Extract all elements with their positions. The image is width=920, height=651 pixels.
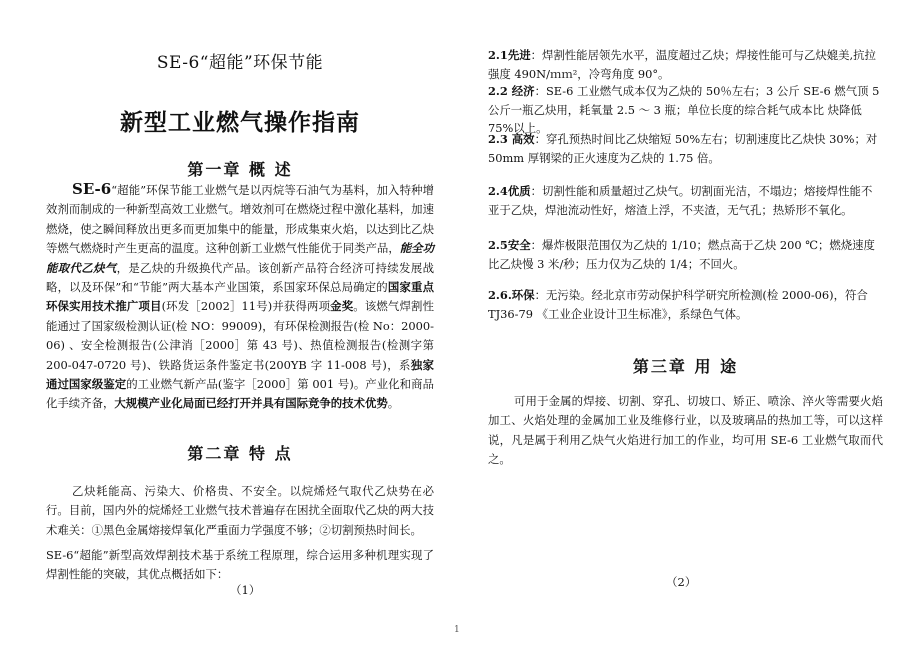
chapter-2-heading: 第二章 特 点 <box>187 444 293 463</box>
right-page <box>488 0 883 600</box>
ch1-bold-e: 大规模产业化局面已经打开并具有国际竞争的技术优势 <box>114 396 388 411</box>
left-page <box>46 0 434 600</box>
ch1-bold-d: 独家通过国家级鉴定 <box>46 357 434 392</box>
ch1-text-d: 。该燃气焊割性能通过了国家级检测认证(检 NO：99009)，有环保检测报告(检 No：2000-06) 、安全检测报告(公津消［2000］第 43 号)、热值检测报告(检测字第 200-047-0720 号)、铁路货运条件鉴定书(200YB 字 11-008 号)，系 <box>46 299 434 372</box>
feature-item <box>488 286 883 323</box>
feature-item-label: 2.6.环保 <box>488 288 535 302</box>
feature-item-label: 2.3 高效 <box>488 132 535 146</box>
feature-item-text: ：切割性能和质量超过乙炔气。切割面光洁，不塌边；熔接焊性能不亚于乙炔，焊池流动性好，熔渣上浮，不夹渣，无气孔；热矫形不氧化。 <box>488 184 873 217</box>
document-subtitle: SE-6“超能”环保节能 <box>156 53 324 73</box>
chapter-1-heading: 第一章 概 述 <box>187 160 293 179</box>
ch1-bold-b: 国家重点环保实用技术推广项目 <box>46 280 434 314</box>
feature-item-label: 2.2 经济 <box>488 84 535 98</box>
ch1-text-b: ，是乙炔的升级换代产品。该创新产品符合经济可持续发展战略，以及环保”和“节能”两大基本产业国策，系国家环保总局确定的 <box>46 260 434 295</box>
feature-item-label: 2.4优质 <box>488 184 531 198</box>
feature-item <box>488 130 883 167</box>
ch1-text-a: “超能”环保节能工业燃气是以丙烷等石油气为基料，加入特种增效剂而制成的一种新型高效工业燃气。增效剂可在燃烧过程中激化基料，加速燃烧，使之瞬间释放出更多而更加集中的能量，形成集束火焰，以达到比乙炔等燃气燃烧时产生更高的温度。这种创新工业燃气性能优于同类产品， <box>46 183 434 256</box>
se6-lead: SE-6 <box>72 180 112 198</box>
feature-item <box>488 182 883 219</box>
ch1-bold-c: 金奖 <box>330 299 354 314</box>
ch1-text-c: (环发［2002］11号)并获得两项 <box>161 299 331 314</box>
feature-item-text: ：爆炸极限范围仅为乙炔的 1/10；燃点高于乙炔 200 ℃；燃烧速度比乙炔慢 3 米/秒；压力仅为乙炔的 1/4；不回火。 <box>488 238 875 271</box>
document-title: 新型工业燃气操作指南 <box>120 109 360 136</box>
feature-item-text: ：SE-6 工业燃气成本仅为乙炔的 50％左右；3 公斤 SE-6 燃气顶 5 公斤一瓶乙炔用，耗氧量 2.5 ～ 3 瓶；单位长度的综合耗气成本比 炔降低 75%以上。 <box>488 84 880 135</box>
feature-item-text: ：无污染。经北京市劳动保护科学研究所检测(检 2000-06)，符合 TJ36-79 《工业企业设计卫生标准》，系绿色气体。 <box>488 288 868 321</box>
feature-item-text: ：焊割性能居领先水平，温度超过乙炔；焊接性能可与乙炔媲美,抗拉强度 490N/ｍｍ²，冷弯角度 90°。 <box>488 48 876 81</box>
footer-page-number: 1 <box>454 625 460 635</box>
feature-item <box>488 236 883 273</box>
feature-item-text: ：穿孔预热时间比乙炔缩短 50%左右；切割速度比乙炔快 30%；对 50mm 厚钢梁的正火速度为乙炔的 1.75 倍。 <box>488 132 878 165</box>
feature-item-label: 2.1先进 <box>488 48 531 62</box>
page-number-right: （2） <box>666 575 697 589</box>
ch1-bold-a: 能全功能取代乙炔气 <box>46 241 434 275</box>
ch1-text-e: 的工业燃气新产品(鉴字［2000］第 001 号)。产业化和商品化手续齐备， <box>46 377 434 411</box>
feature-item-label: 2.5安全 <box>488 238 531 252</box>
chapter-3-paragraph: 可用于金属的焊接、切割、穿孔、切坡口、矫正、喷涂、淬火等需要火焰加工、火焰处理的金属加工业及维修行业，以及玻璃品的热加工等，可以这样说，凡是属于利用乙炔气火焰进行加工的作业，均可用 SE-6 工业燃气取而代之。 <box>488 394 883 467</box>
chapter-2-paragraph-1: 乙炔耗能高、污染大、价格贵、不安全。以烷烯烃气取代乙炔势在必行。目前，国内外的烷烯烃工业燃气技术普遍存在困扰全面取代乙炔的两大技术难关：①黑色金属熔接焊氧化严重面力学强度不够；②切割预热时间长。 <box>46 484 434 537</box>
chapter-2-paragraph-2: SE-6“超能”新型高效焊割技术基于系统工程原理，综合运用多种机理实现了焊割性能的突破，其优点概括如下： <box>46 548 434 582</box>
ch1-text-f: 。 <box>387 396 400 411</box>
page-number-left: （1） <box>230 583 261 597</box>
feature-item <box>488 46 883 83</box>
chapter-3-heading: 第三章 用 途 <box>632 357 739 376</box>
chapter-1-paragraph <box>46 180 434 414</box>
